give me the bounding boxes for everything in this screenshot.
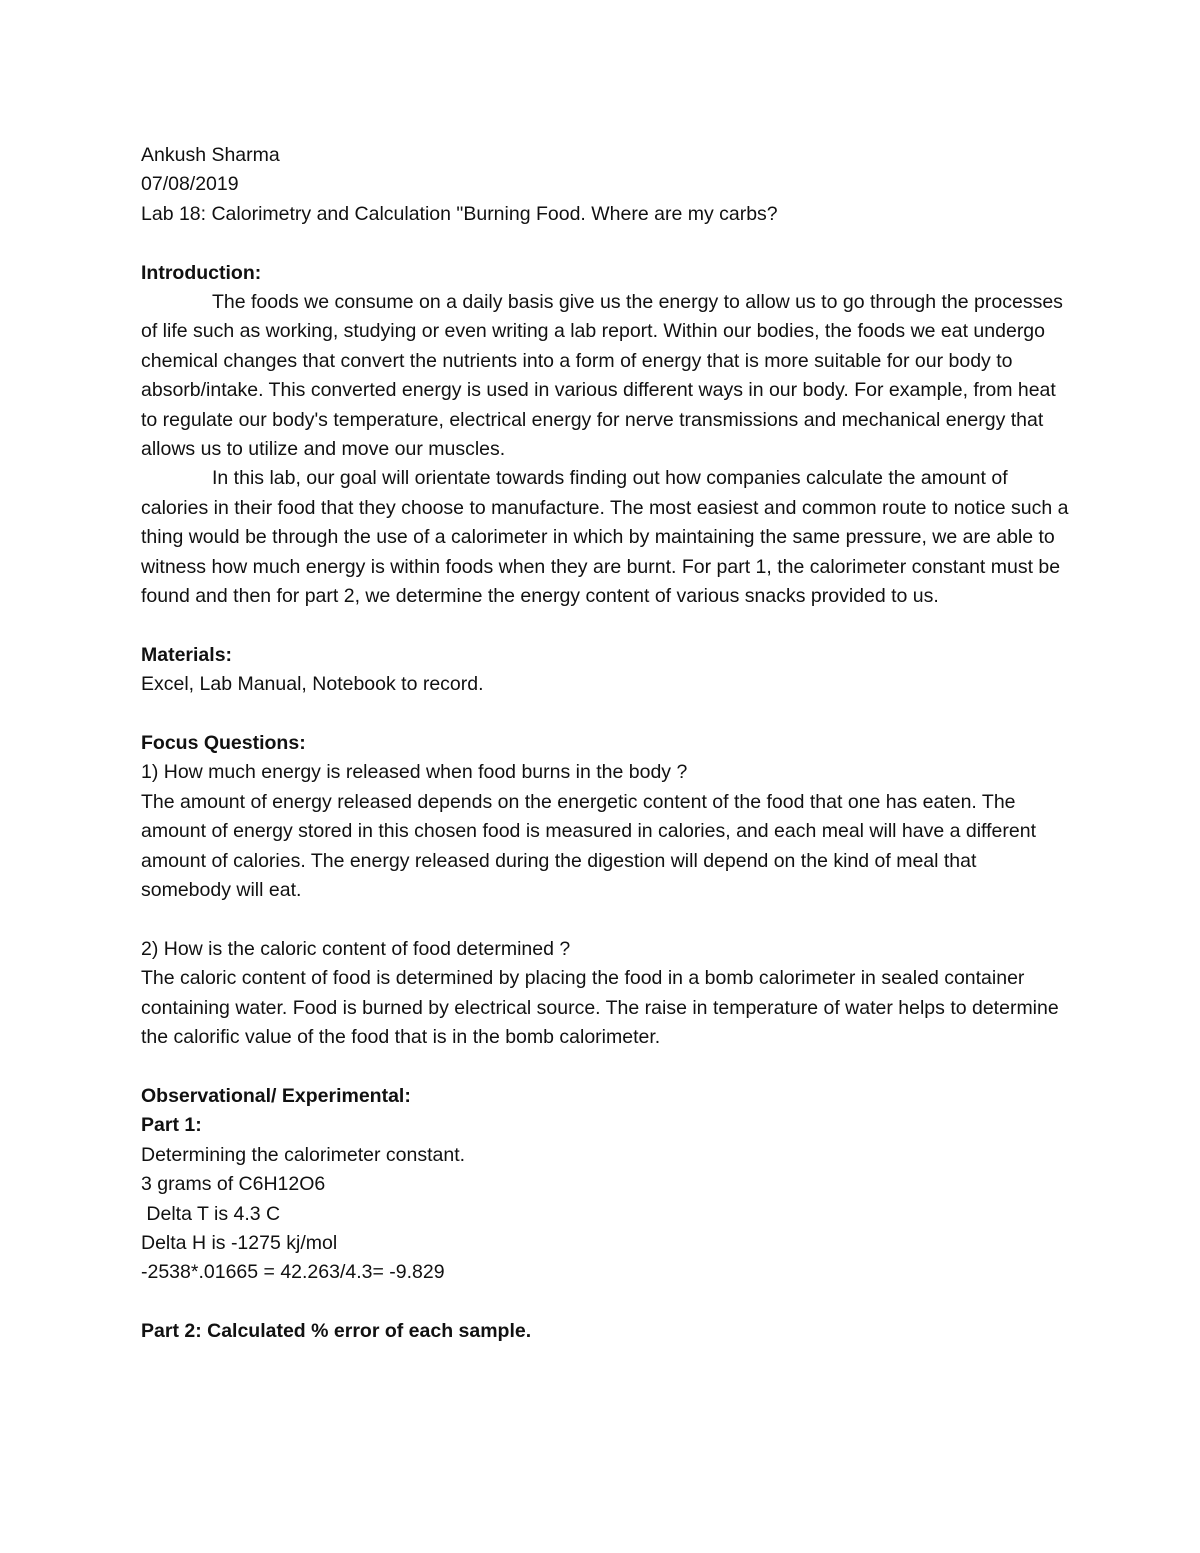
author-name: Ankush Sharma <box>141 144 280 166</box>
document-page <box>141 141 1071 1347</box>
materials-text: Excel, Lab Manual, Notebook to record. <box>141 673 484 696</box>
part-1-line: -2538*.01665 = 42.263/4.3= -9.829 <box>141 1261 445 1284</box>
part-1-line: Delta H is -1275 kj/mol <box>141 1231 338 1254</box>
materials-heading: Materials: <box>141 643 233 666</box>
part-1-heading: Part 1: <box>141 1114 202 1137</box>
introduction-heading: Introduction: <box>141 261 262 284</box>
answer-2: The caloric content of food is determined by placing the food in a bomb calorimeter in sealed container containing water. Food is burned by electrical source. The raise in temperature of water helps to determine the calorific value of the food that is in the bomb calorimeter. <box>141 967 1059 1049</box>
lab-title: Lab 18: Calorimetry and Calculation "Burning Food. Where are my carbs? <box>141 202 778 225</box>
introduction-paragraph-1: The foods we consume on a daily basis give us the energy to allow us to go through the processes of life such as working, studying or even writing a lab report. Within our bodies, the foods we eat undergo chemical changes that convert the nutrients into a form of energy that is more suitable for our body to absorb/intake. This converted energy is used in various different ways in our body. For example, from heat to regulate our body's temperature, electrical energy for nerve transmissions and mechanical energy that allows us to utilize and move our muscles. <box>141 291 1063 461</box>
spacer <box>141 229 1071 258</box>
spacer <box>141 611 1071 640</box>
spacer <box>141 1053 1071 1082</box>
question-1: 1) How much energy is released when food burns in the body ? <box>141 761 688 784</box>
answer-1: The amount of energy released depends on the energetic content of the food that one has eaten. The amount of energy stored in this chosen food is measured in calories, and each meal will have a different amount of calories. The energy released during the digestion will depend on the kind of meal that somebody will eat. <box>141 790 1036 902</box>
focus-questions-heading: Focus Questions: <box>141 732 306 755</box>
document-date: 07/08/2019 <box>141 173 239 196</box>
spacer <box>141 700 1071 729</box>
part-1-line: Determining the calorimeter constant. <box>141 1143 466 1166</box>
part-2-heading: Part 2: Calculated % error of each sample. <box>141 1320 532 1343</box>
question-2: 2) How is the caloric content of food determined ? <box>141 937 571 960</box>
introduction-paragraph-2: In this lab, our goal will orientate towards finding out how companies calculate the amount of calories in their food that they choose to manufacture. The most easiest and common route to notice such a thing would be through the use of a calorimeter in which by maintaining the same pressure, we are able to witness how much energy is within foods when they are burnt. For part 1, the calorimeter constant must be found and then for part 2, we determine the energy content of various snacks provided to us. <box>141 467 1069 608</box>
spacer <box>141 906 1071 935</box>
experimental-heading: Observational/ Experimental: <box>141 1084 411 1107</box>
spacer <box>141 1288 1071 1317</box>
part-1-line: Delta T is 4.3 C <box>141 1202 281 1225</box>
part-1-line: 3 grams of C6H12O6 <box>141 1173 326 1196</box>
